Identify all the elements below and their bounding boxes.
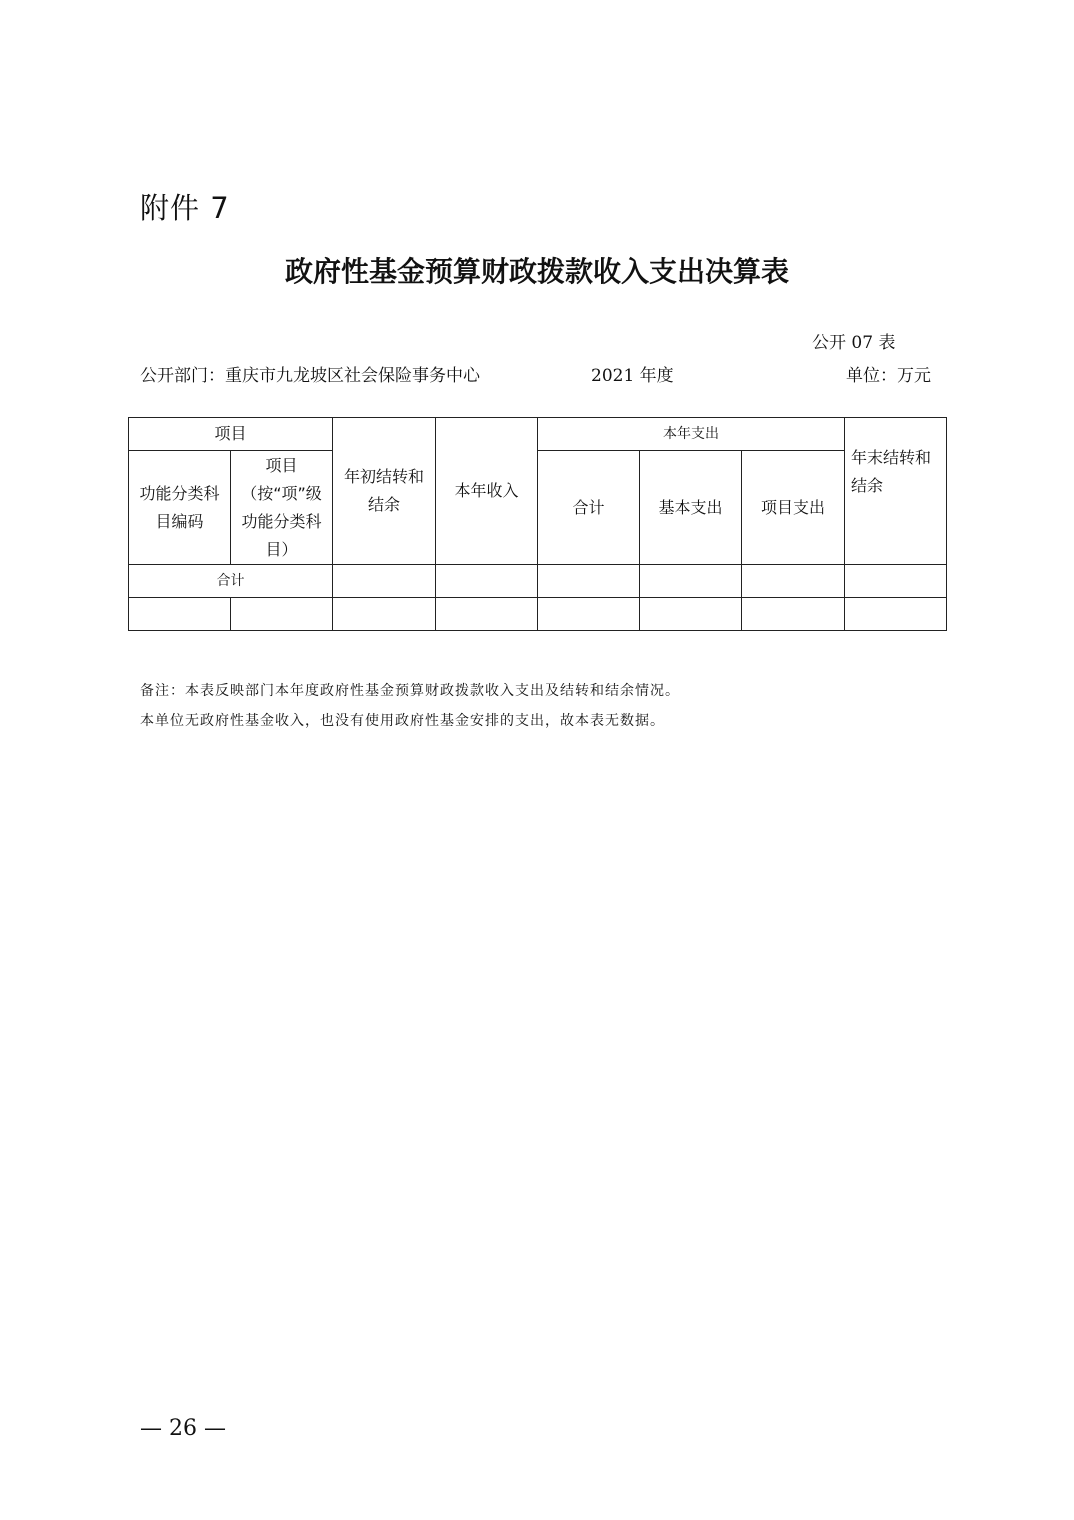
page-number: — 26 — bbox=[140, 1416, 226, 1441]
department-info: 公开部门：重庆市九龙坡区社会保险事务中心 bbox=[140, 366, 480, 386]
header-project: 项目 bbox=[129, 418, 333, 451]
note-line-1: 备注：本表反映部门本年度政府性基金预算财政拨款收入支出及结转和结余情况。 bbox=[140, 683, 680, 699]
header-expense-total: 合计 bbox=[538, 451, 640, 565]
table-cell bbox=[333, 598, 436, 631]
notes bbox=[140, 676, 680, 736]
header-row-1 bbox=[129, 418, 947, 451]
table-row bbox=[129, 598, 947, 631]
header-current-expense: 本年支出 bbox=[538, 418, 845, 451]
fiscal-year: 2021 年度 bbox=[591, 366, 674, 386]
table-cell bbox=[231, 598, 333, 631]
header-closing-balance: 年末结转和结余 bbox=[845, 418, 947, 565]
table-cell bbox=[129, 598, 231, 631]
document-title: 政府性基金预算财政拨款收入支出决算表 bbox=[284, 255, 789, 288]
header-project-item: 项目（按“项”级功能分类科目） bbox=[231, 451, 333, 565]
table-cell bbox=[742, 565, 845, 598]
table-cell bbox=[742, 598, 845, 631]
header-function-code: 功能分类科目编码 bbox=[129, 451, 231, 565]
budget-table bbox=[128, 417, 947, 631]
table-cell bbox=[538, 565, 640, 598]
table-cell bbox=[845, 598, 947, 631]
note-line-2: 本单位无政府性基金收入，也没有使用政府性基金安排的支出，故本表无数据。 bbox=[140, 713, 665, 729]
table-cell bbox=[436, 598, 538, 631]
total-row-label: 合计 bbox=[129, 565, 333, 598]
header-project-expense: 项目支出 bbox=[742, 451, 845, 565]
header-current-income: 本年收入 bbox=[436, 418, 538, 565]
table-cell bbox=[640, 598, 742, 631]
table-cell bbox=[640, 565, 742, 598]
table-cell bbox=[436, 565, 538, 598]
header-opening-balance: 年初结转和结余 bbox=[333, 418, 436, 565]
table-cell bbox=[845, 565, 947, 598]
total-row bbox=[129, 565, 947, 598]
attachment-label: 附件 7 bbox=[140, 191, 230, 225]
table-cell bbox=[333, 565, 436, 598]
table-cell bbox=[538, 598, 640, 631]
table-number: 公开 07 表 bbox=[812, 333, 896, 353]
unit-info: 单位：万元 bbox=[846, 366, 931, 386]
header-row-2 bbox=[129, 451, 947, 565]
header-basic-expense: 基本支出 bbox=[640, 451, 742, 565]
